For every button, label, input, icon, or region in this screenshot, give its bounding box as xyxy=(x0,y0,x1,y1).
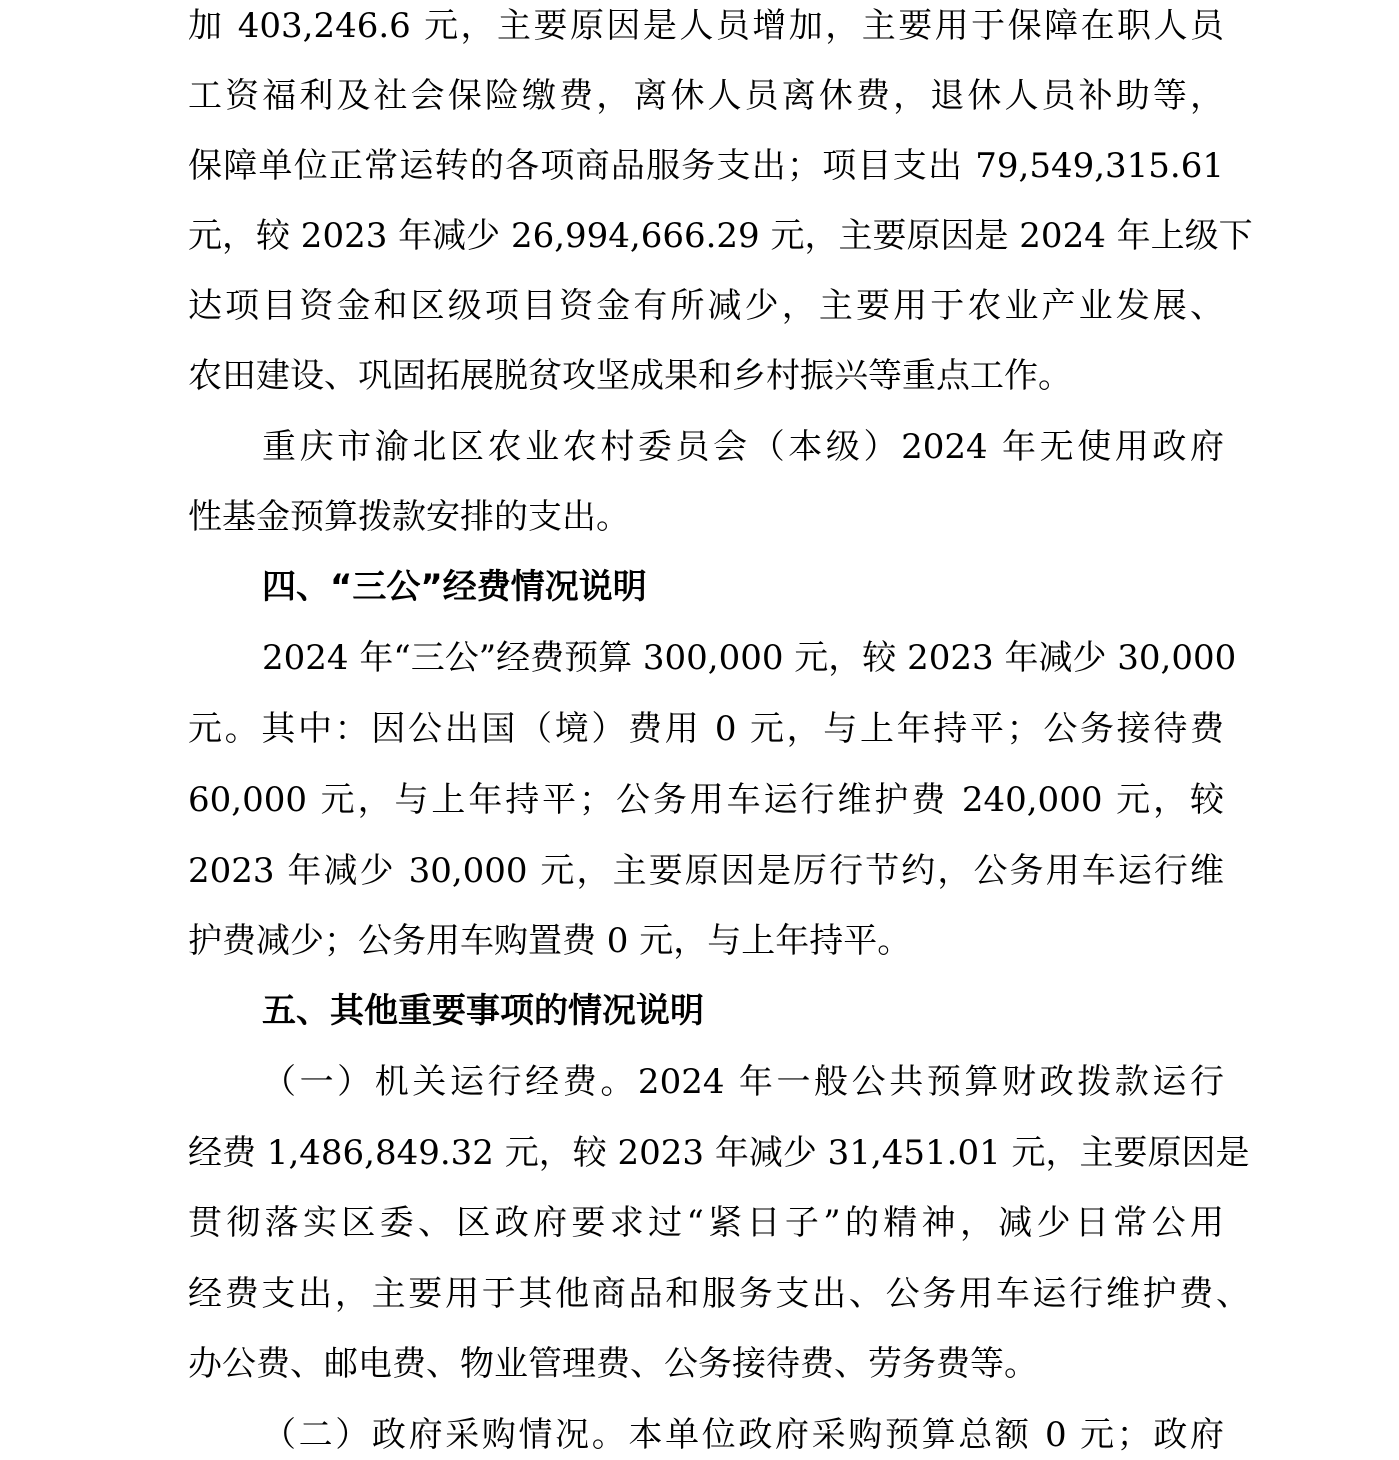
body-text-line: 办公费、邮电费、物业管理费、公务接待费、劳务费等。 xyxy=(188,1344,1038,1384)
body-text-line: 元。其中：因公出国（境）费用 0 元，与上年持平；公务接待费 xyxy=(188,709,1224,749)
body-text-line: 经费 1,486,849.32 元，较 2023 年减少 31,451.01 元，主要原因是 xyxy=(188,1133,1250,1173)
body-text-line: 加 403,246.6 元，主要原因是人员增加，主要用于保障在职人员 xyxy=(188,6,1224,46)
body-text-line: 元，较 2023 年减少 26,994,666.29 元，主要原因是 2024 年上级下 xyxy=(188,216,1253,256)
body-text-line: 贯彻落实区委、区政府要求过“紧日子”的精神，减少日常公用 xyxy=(188,1203,1224,1243)
section-heading: 四、“三公”经费情况说明 xyxy=(262,567,647,607)
section-heading: 五、其他重要事项的情况说明 xyxy=(262,991,704,1031)
body-text-line: （一）机关运行经费。2024 年一般公共预算财政拨款运行 xyxy=(262,1062,1224,1102)
body-text-line: 60,000 元，与上年持平；公务用车运行维护费 240,000 元，较 xyxy=(188,780,1224,820)
body-text-line: 2024 年“三公”经费预算 300,000 元，较 2023 年减少 30,000 xyxy=(262,638,1237,678)
body-text-line: 2023 年减少 30,000 元，主要原因是厉行节约，公务用车运行维 xyxy=(188,851,1224,891)
body-text-line: 农田建设、巩固拓展脱贫攻坚成果和乡村振兴等重点工作。 xyxy=(188,356,1072,396)
body-text-line: 经费支出，主要用于其他商品和服务支出、公务用车运行维护费、 xyxy=(188,1274,1250,1314)
body-text-line: 工资福利及社会保险缴费，离休人员离休费，退休人员补助等， xyxy=(188,76,1224,116)
body-text-line: 性基金预算拨款安排的支出。 xyxy=(188,497,630,537)
body-text-line: 重庆市渝北区农业农村委员会（本级）2024 年无使用政府 xyxy=(262,427,1224,467)
body-text-line: 保障单位正常运转的各项商品服务支出；项目支出 79,549,315.61 xyxy=(188,146,1224,186)
body-text-line: 护费减少；公务用车购置费 0 元，与上年持平。 xyxy=(188,921,912,961)
body-text-line: 达项目资金和区级项目资金有所减少，主要用于农业产业发展、 xyxy=(188,286,1224,326)
body-text-line: （二）政府采购情况。本单位政府采购预算总额 0 元；政府 xyxy=(262,1415,1224,1455)
